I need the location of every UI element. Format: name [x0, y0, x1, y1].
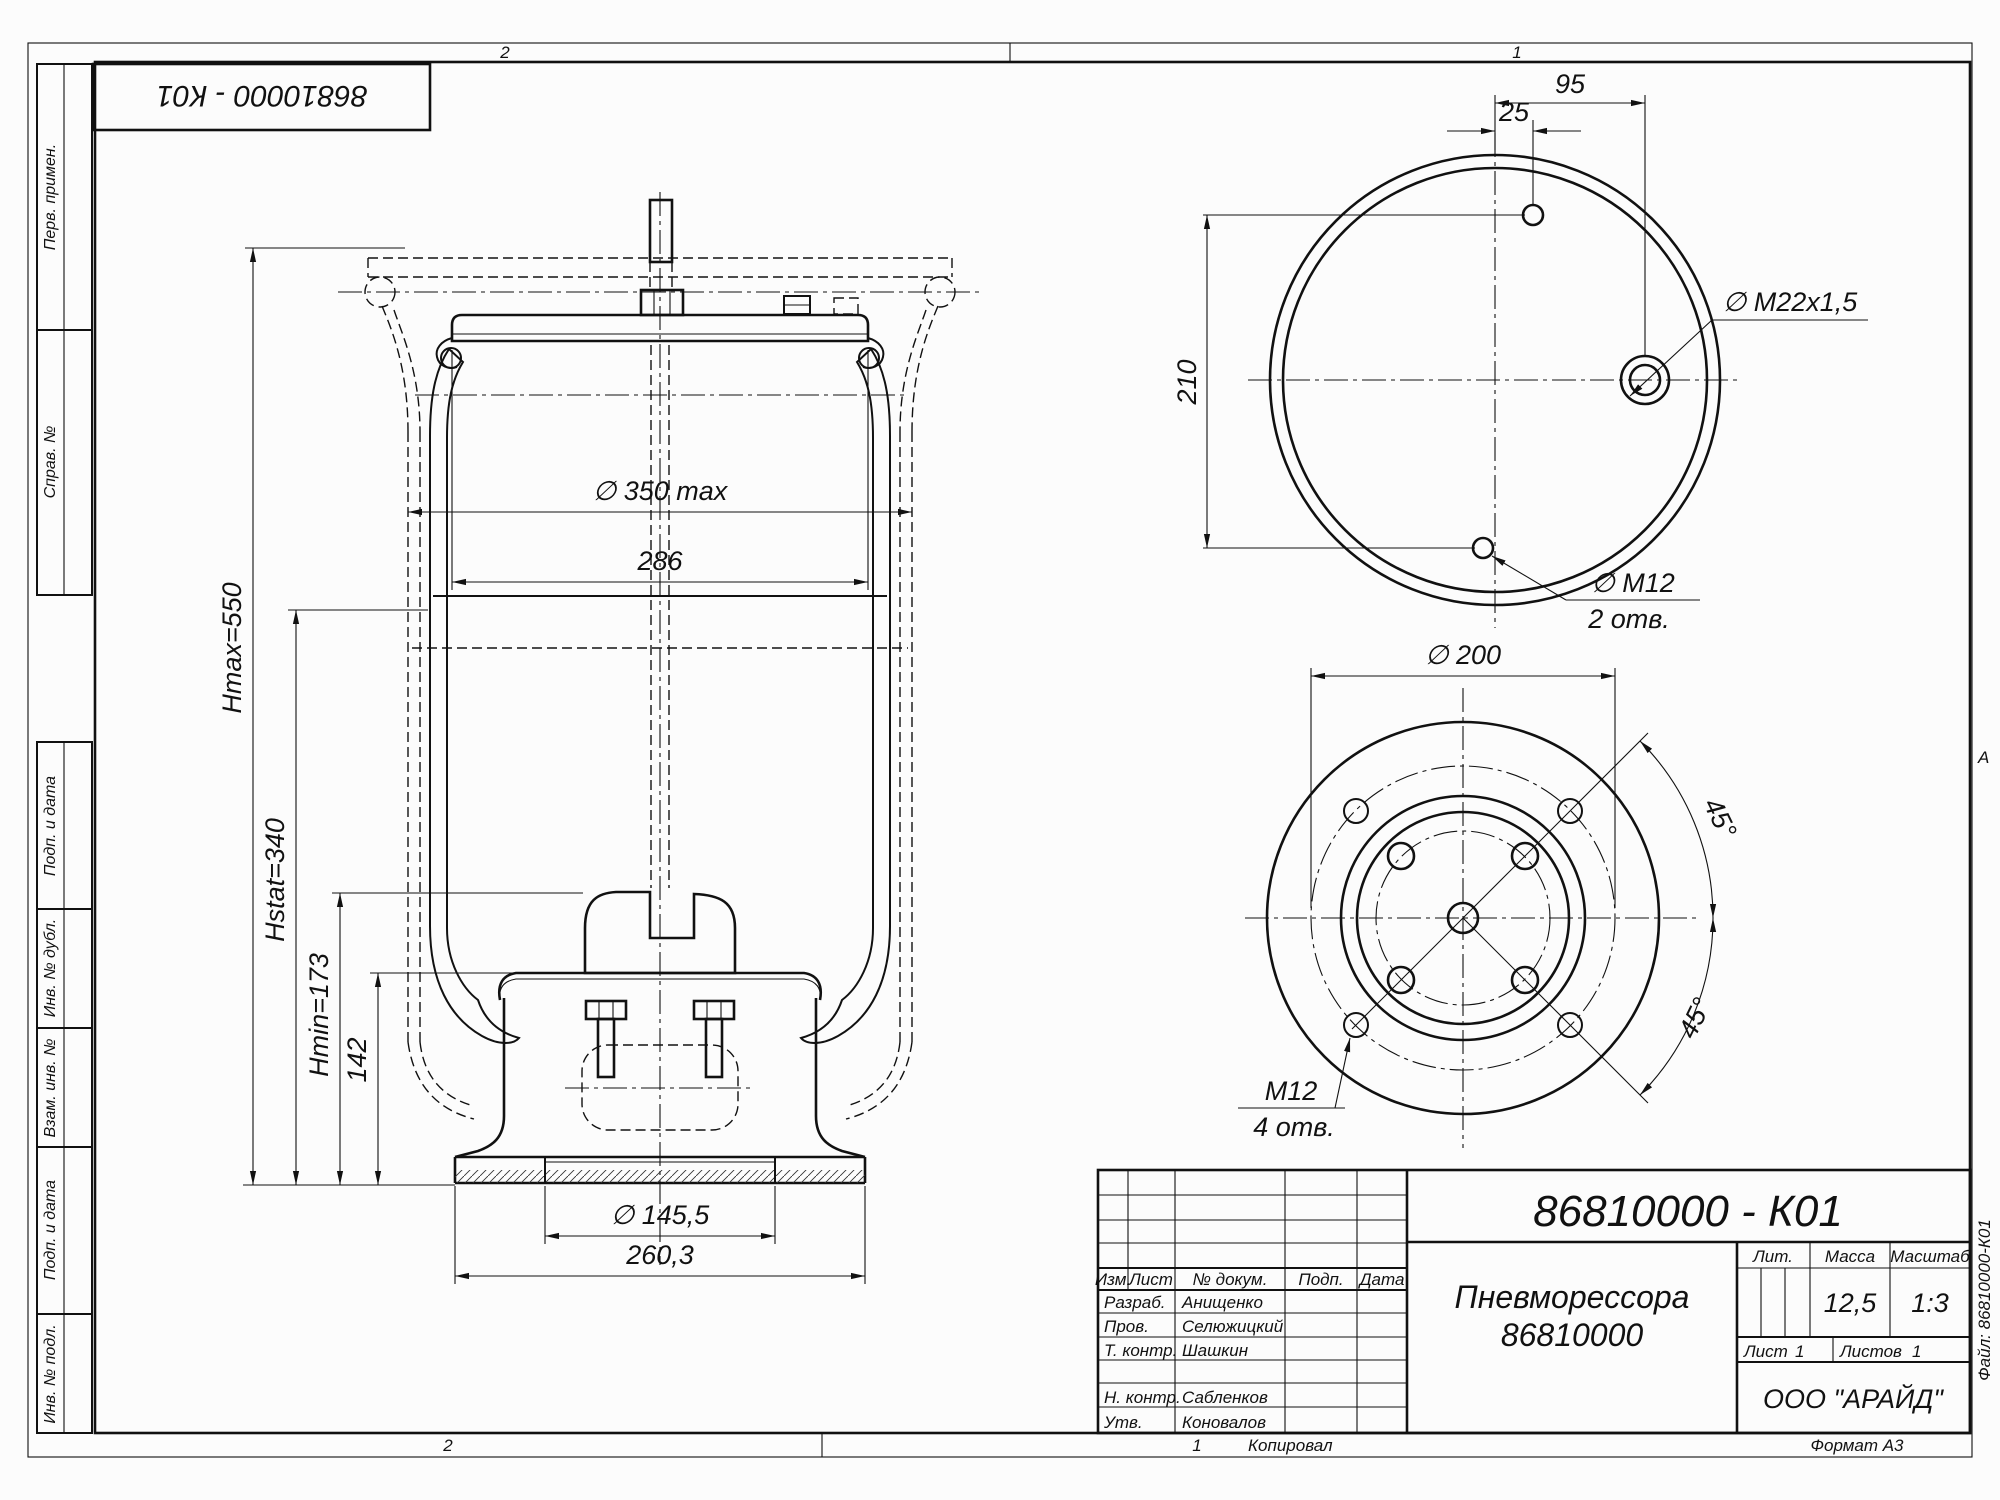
sheets-label: Листов — [1840, 1342, 1902, 1361]
dim-angle-45-upper: 45° — [1697, 793, 1743, 843]
dim-dia-200: ∅ 200 — [1424, 640, 1502, 670]
dim-142: 142 — [342, 1037, 372, 1083]
zone-bottom-right: 1 — [1192, 1436, 1202, 1455]
sheets-value: 1 — [1912, 1342, 1922, 1361]
sidebar-item-podp-data-1: Подп. и дата — [42, 775, 59, 877]
label-m12-4-dia: М12 — [1264, 1076, 1318, 1106]
zone-bottom-left: 2 — [443, 1436, 453, 1455]
col-data: Дата — [1359, 1270, 1405, 1289]
label-m12-holes-dia: ∅ M12 — [1591, 568, 1675, 598]
row-role-prov: Пров. — [1104, 1317, 1149, 1336]
sheet-label: Лист — [1744, 1342, 1788, 1361]
sidebar-item-perv-primen: Перв. примен. — [42, 143, 59, 251]
sheet-frame — [28, 43, 1994, 1457]
dim-260: 260,3 — [626, 1240, 694, 1270]
dim-hstat: Hstat=340 — [260, 818, 290, 942]
sheet-value: 1 — [1795, 1342, 1805, 1361]
doc-name-line1: Пневморессора — [1454, 1279, 1690, 1315]
col-podp: Подп. — [1298, 1270, 1344, 1289]
title-block — [1095, 1170, 1971, 1433]
lit-label: Лит. — [1753, 1247, 1793, 1266]
label-m12-holes-count: 2 отв. — [1588, 604, 1670, 634]
zone-top-right: 1 — [1512, 43, 1522, 62]
row-name-prov: Селюжицкий — [1182, 1317, 1284, 1336]
zone-top-left: 2 — [500, 43, 510, 62]
stamp-designation: 86810000 - К01 — [156, 79, 368, 112]
scale-value: 1:3 — [1911, 1288, 1949, 1318]
col-doc-num: № докум. — [1192, 1270, 1268, 1289]
mass-label: Масса — [1824, 1247, 1876, 1266]
row-role-tkontr: Т. контр. — [1104, 1341, 1178, 1360]
zone-marker-right: А — [1978, 748, 1990, 767]
row-role-utv: Утв. — [1104, 1413, 1143, 1432]
dim-dia-145: ∅ 145,5 — [610, 1200, 710, 1230]
row-role-nkontr: Н. контр. — [1104, 1388, 1181, 1407]
row-name-nkontr: Сабленков — [1182, 1388, 1268, 1407]
top-left-stamp — [93, 64, 430, 130]
col-list: Лист — [1129, 1270, 1173, 1289]
sidebar-item-podp-data-2: Подп. и дата — [42, 1179, 59, 1281]
sidebar-item-inv-dubl: Инв. № дубл. — [42, 918, 59, 1018]
dim-hmin: Hmin=173 — [304, 953, 334, 1077]
row-role-razrab: Разраб. — [1104, 1293, 1166, 1312]
sidebar-item-inv-podl: Инв. № подл. — [42, 1324, 59, 1424]
row-name-tkontr: Шашкин — [1182, 1341, 1249, 1360]
doc-name-line2: 86810000 — [1500, 1317, 1644, 1353]
dim-25: 25 — [1498, 97, 1530, 127]
row-name-razrab: Анищенко — [1182, 1293, 1263, 1312]
col-izm: Изм. — [1094, 1270, 1132, 1289]
titleblock-designation: 86810000 - К01 — [1533, 1187, 1843, 1236]
format-label: Формат А3 — [1810, 1436, 1904, 1455]
front-view-dimensions — [217, 248, 912, 1284]
company-name: ООО "АРАЙД" — [1763, 1384, 1943, 1414]
left-sidebar — [37, 64, 92, 1433]
mass-value: 12,5 — [1823, 1288, 1877, 1318]
top-view-dimensions — [1172, 69, 1868, 634]
sidebar-item-vzam-inv: Взам. инв. № — [42, 1038, 59, 1138]
front-view-air-spring — [217, 192, 982, 1284]
label-thread-m22: ∅ M22x1,5 — [1722, 287, 1858, 317]
label-m12-4-count: 4 отв. — [1253, 1112, 1335, 1142]
dim-dia-350-max: ∅ 350 max — [592, 476, 728, 506]
dim-210: 210 — [1172, 359, 1202, 405]
dim-angle-45-lower: 45° — [1672, 993, 1718, 1043]
file-label: Файл: 86810000-К01 — [1975, 1219, 1994, 1381]
scale-label: Масштаб — [1890, 1247, 1970, 1266]
dim-95: 95 — [1554, 69, 1586, 99]
top-view-cover-plate — [1172, 69, 1868, 634]
row-name-utv: Коновалов — [1182, 1413, 1266, 1432]
dim-286: 286 — [637, 546, 683, 576]
sidebar-item-sprav-no: Справ. № — [42, 425, 59, 499]
dim-hmax: Hmax=550 — [217, 582, 247, 714]
copied-label: Копировал — [1248, 1436, 1333, 1455]
bottom-view-base — [1238, 640, 1743, 1148]
